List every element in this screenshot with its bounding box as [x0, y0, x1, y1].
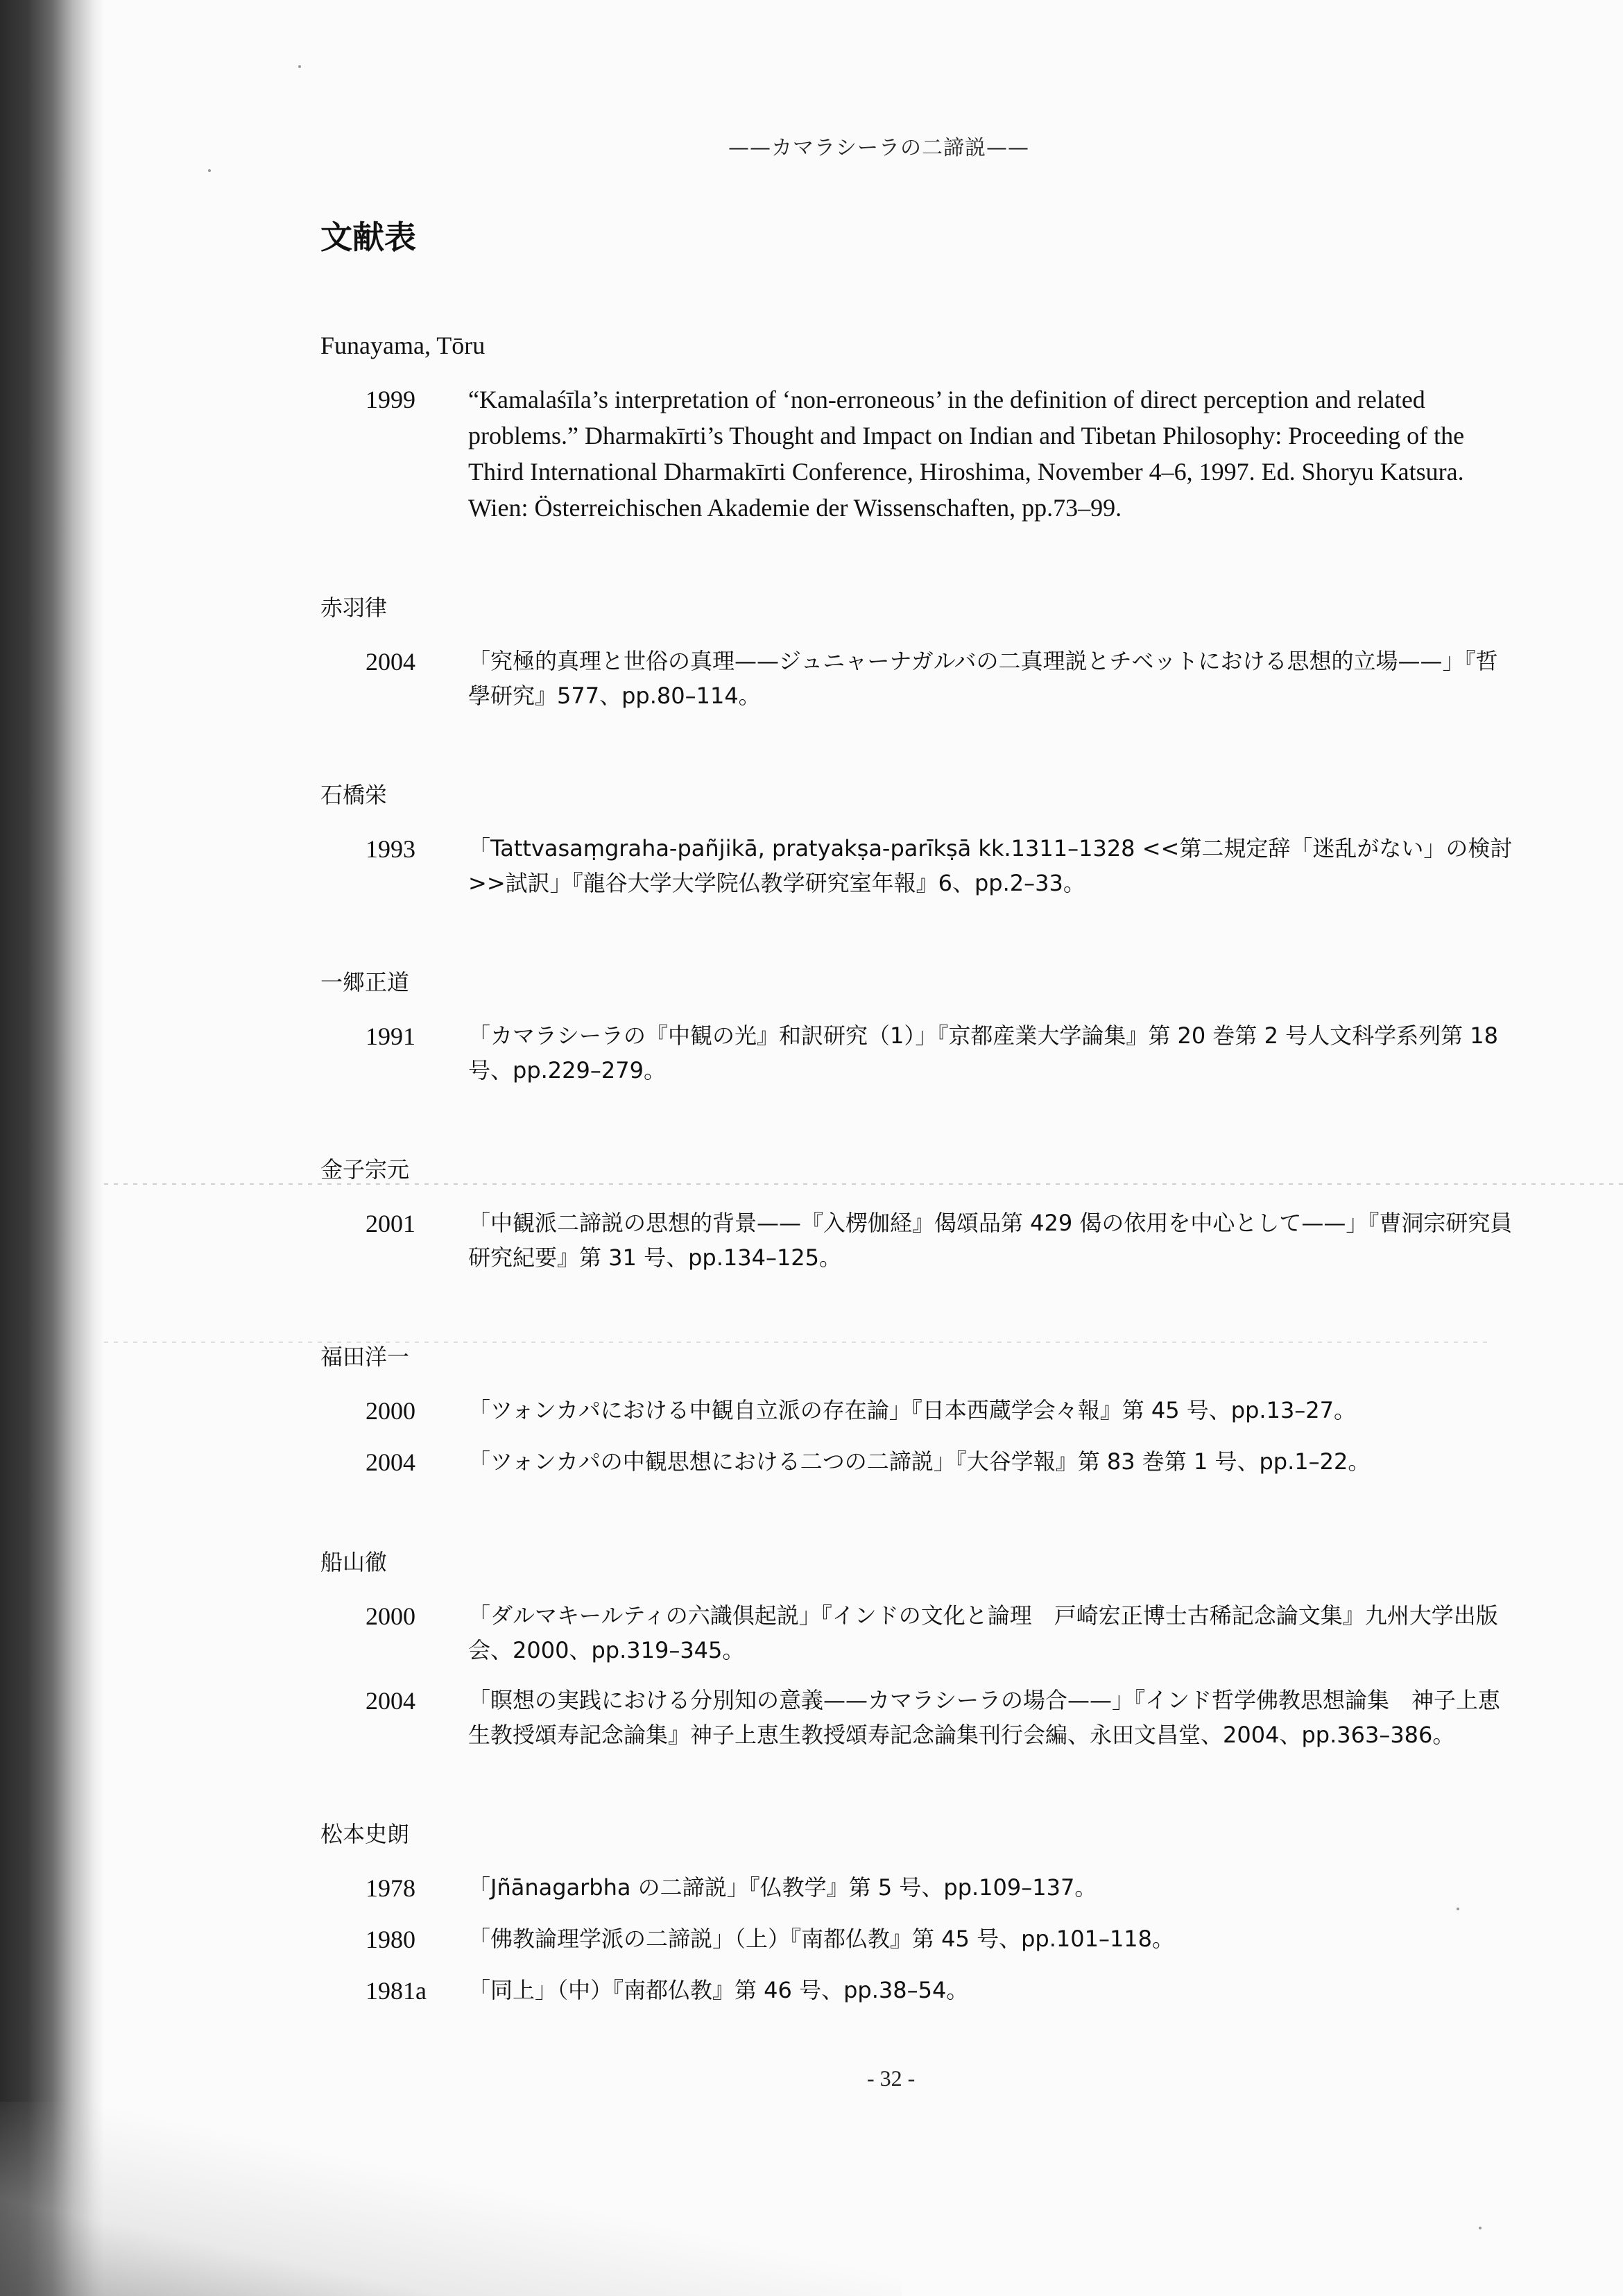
- entry-citation: 「瞑想の実践における分別知の意義——カマラシーラの場合——」『インド哲学佛教思想論集 神子上恵生教授頌寿記念論集』神子上恵生教授頌寿記念論集刊行会編、永田文昌堂、2004、pp.363–386。: [468, 1687, 1501, 1748]
- bibliography-entry: [320, 382, 1513, 526]
- bibliography-entry: [320, 1921, 1513, 1957]
- page-title: 文献表: [320, 219, 416, 256]
- entry-citation: 「同上」（中）『南都仏教』第 46 号、pp.38–54。: [468, 1977, 969, 2003]
- bibliography-list: [320, 327, 1513, 2024]
- scan-speck: [1479, 2227, 1482, 2229]
- bibliography-author-block: [320, 1544, 1513, 1752]
- entry-citation: 「Jñānagarbha の二諦説」『仏教学』第 5 号、pp.109–137。: [468, 1874, 1097, 1901]
- entry-year: 2004: [366, 1687, 415, 1715]
- scan-corner-shadow: [0, 2102, 902, 2296]
- entry-list: [320, 644, 1513, 713]
- bibliography-author-block: [320, 590, 1513, 713]
- bibliography-entry: [320, 1206, 1513, 1275]
- bibliography-author-block: [320, 964, 1513, 1088]
- bibliography-author-block: [320, 1339, 1513, 1480]
- author-name: 福田洋一: [320, 1344, 410, 1370]
- entry-year: 2000: [366, 1397, 415, 1425]
- entry-citation: 「カマラシーラの『中観の光』和訳研究（1）」『京都産業大学論集』第 20 巻第 2 号人文科学系列第 18 号、pp.229–279。: [468, 1022, 1499, 1083]
- bibliography-entry: [320, 1683, 1513, 1752]
- entry-citation: 「佛教論理学派の二諦説」（上）『南都仏教』第 45 号、pp.101–118。: [468, 1926, 1175, 1952]
- entry-citation: 「中観派二諦説の思想的背景——『入楞伽経』偈頌品第 429 偈の依用を中心として——」『曹洞宗研究員研究紀要』第 31 号、pp.134–125。: [468, 1210, 1513, 1271]
- entry-year: 1981a: [366, 1977, 427, 2005]
- entry-year: 1999: [366, 386, 415, 413]
- author-name: 船山徹: [320, 1549, 388, 1575]
- scan-speck: [1457, 1908, 1459, 1910]
- entry-citation: “Kamalaśīla’s interpretation of ‘non-erroneous’ in the definition of direct perception and related problems.” Dharmakīrti’s Thought and Impact on Indian and Tibetan Philosophy: Proceeding of the Third International Dharmakīrti Conference, Hiroshima, November 4–6, 1997. Ed. Shoryu Katsura. Wien: Österreichischen Akademie der Wissenschaften, pp.73–99.: [468, 386, 1465, 522]
- bibliography-entry: [320, 644, 1513, 713]
- bibliography-entry: [320, 1444, 1513, 1480]
- entry-year: 2001: [366, 1210, 415, 1237]
- bibliography-entry: [320, 1598, 1513, 1668]
- entry-citation: 「ツォンカパにおける中観自立派の存在論」『日本西蔵学会々報』第 45 号、pp.13–27。: [468, 1397, 1357, 1423]
- bibliography-entry: [320, 1393, 1513, 1429]
- entry-year: 1991: [366, 1022, 415, 1050]
- author-name: 一郷正道: [320, 969, 410, 995]
- entry-list: [320, 831, 1513, 900]
- entry-year: 1980: [366, 1926, 415, 1953]
- bibliography-entry: [320, 1973, 1513, 2009]
- scan-speck: [298, 65, 301, 68]
- bibliography-entry: [320, 1870, 1513, 1906]
- bibliography-author-block: [320, 1151, 1513, 1275]
- author-name: Funayama, Tōru: [320, 332, 486, 359]
- entry-list: [320, 1393, 1513, 1480]
- entry-year: 2000: [366, 1602, 415, 1630]
- running-head: ——カマラシーラの二諦説——: [728, 136, 1029, 160]
- entry-list: [320, 382, 1513, 526]
- entry-year: 1993: [366, 835, 415, 863]
- entry-citation: 「究極的真理と世俗の真理——ジュニャーナガルバの二真理説とチベットにおける思想的立場——」『哲學研究』577、pp.80–114。: [468, 648, 1498, 709]
- author-name: 松本史朗: [320, 1821, 410, 1847]
- author-name: 赤羽律: [320, 594, 388, 621]
- bibliography-entry: [320, 831, 1513, 900]
- entry-year: 2004: [366, 1448, 415, 1476]
- scan-speck: [208, 169, 211, 172]
- entry-citation: 「Tattvasaṃgraha-pañjikā, pratyakṣa-parīkṣā kk.1311–1328 <<第二規定辞「迷乱がない」の検討>>試訳」『龍谷大学大学院仏教学研究室年報』6、pp.2–33。: [468, 835, 1513, 896]
- bibliography-author-block: [320, 1816, 1513, 2009]
- entry-list: [320, 1206, 1513, 1275]
- entry-list: [320, 1870, 1513, 2009]
- entry-citation: 「ダルマキールティの六識倶起説」『インドの文化と論理 戸崎宏正博士古稀記念論文集』九州大学出版会、2000、pp.319–345。: [468, 1602, 1498, 1663]
- bibliography-author-block: [320, 327, 1513, 526]
- author-name: 石橋栄: [320, 782, 388, 808]
- entry-list: [320, 1598, 1513, 1752]
- bibliography-author-block: [320, 777, 1513, 900]
- author-name: 金子宗元: [320, 1156, 410, 1183]
- page-number: - 32 -: [867, 2066, 916, 2091]
- entry-list: [320, 1018, 1513, 1088]
- entry-year: 1978: [366, 1874, 415, 1902]
- bibliography-entry: [320, 1018, 1513, 1088]
- entry-citation: 「ツォンカパの中観思想における二つの二諦説」『大谷学報』第 83 巻第 1 号、pp.1–22。: [468, 1448, 1371, 1475]
- scan-binding-shadow: [0, 0, 104, 2296]
- entry-year: 2004: [366, 648, 415, 676]
